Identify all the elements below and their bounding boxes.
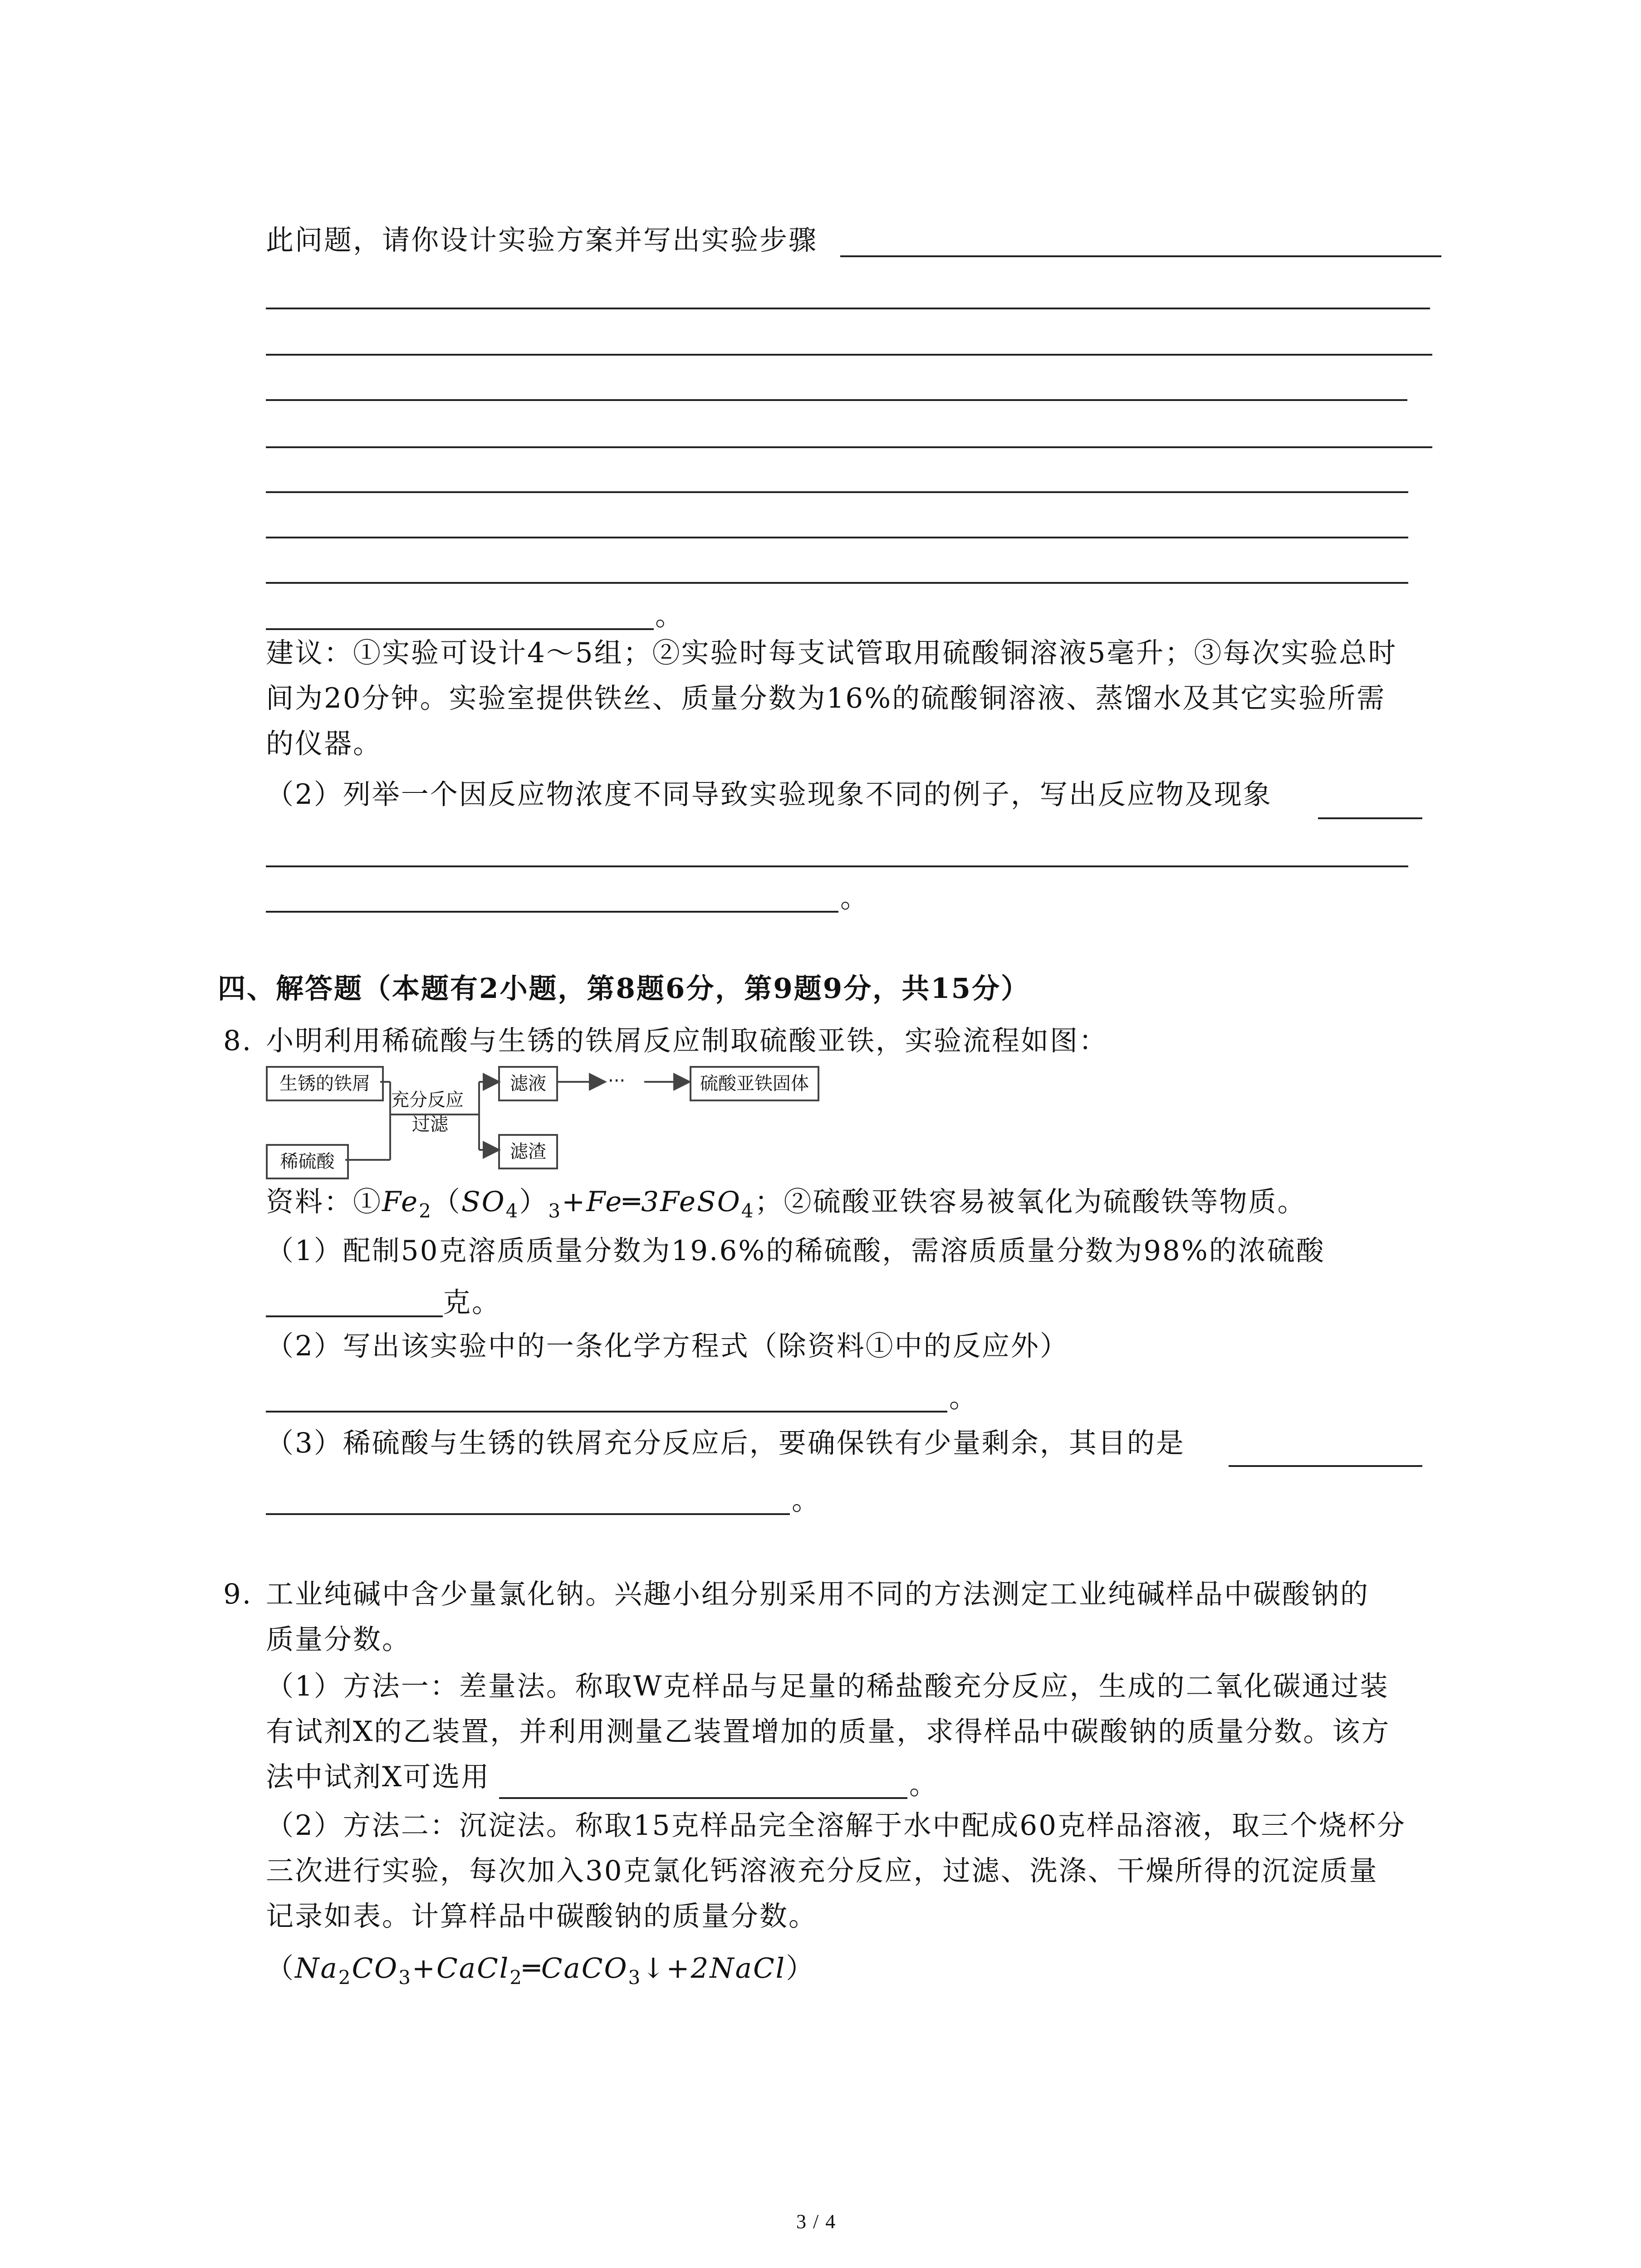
flow-box-residue: 滤渣 xyxy=(498,1134,558,1169)
q9-method2-line-2: 三次进行实验，每次加入30克氯化钙溶液充分反应，过滤、洗涤、干燥所得的沉淀质量 xyxy=(266,1855,1378,1887)
suggestion-line-3: 的仪器。 xyxy=(266,728,382,760)
answer-line xyxy=(266,399,1407,401)
answer-line xyxy=(266,1513,790,1515)
q9-method1-line-1: （1）方法一：差量法。称取W克样品与足量的稀盐酸充分反应，生成的二氧化碳通过装 xyxy=(266,1670,1389,1702)
answer-line xyxy=(266,491,1408,493)
page-number: 3 / 4 xyxy=(796,2210,837,2233)
answer-line xyxy=(266,1411,947,1413)
question-number: 9. xyxy=(223,1578,253,1610)
flow-label-filter: 过滤 xyxy=(412,1114,448,1135)
answer-line xyxy=(840,255,1441,257)
answer-line xyxy=(1229,1465,1422,1467)
flow-box-product: 硫酸亚铁固体 xyxy=(690,1066,819,1101)
q9-stem-line-2: 质量分数。 xyxy=(266,1623,411,1656)
answer-line xyxy=(266,628,654,630)
q8-part1-unit: 克。 xyxy=(443,1286,501,1319)
q9-stem-line-1: 工业纯碱中含少量氯化钠。兴趣小组分别采用不同的方法测定工业纯碱样品中碳酸钠的 xyxy=(266,1578,1370,1610)
period: 。 xyxy=(792,1484,821,1516)
flow-ellipsis: ··· xyxy=(608,1070,626,1091)
answer-line xyxy=(266,537,1408,538)
q8-part2: （2）写出该实验中的一条化学方程式（除资料①中的反应外） xyxy=(266,1330,1069,1362)
q7-intro-text: 此问题，请你设计实验方案并写出实验步骤 xyxy=(266,224,818,256)
q8-material: 资料：$①Fe_2(SO_4)_3+Fe═3FeSO_4$；②硫酸亚铁容易被氧化为硫酸铁等物质。 xyxy=(266,1186,1307,1222)
q9-equation: $(Na_2CO_3+CaCl_2═CaCO_3↓+2NaCl)$ xyxy=(266,1952,815,1989)
flow-box-filtrate: 滤液 xyxy=(498,1066,558,1101)
question-number: 8. xyxy=(223,1025,253,1057)
q7-intro-line xyxy=(266,222,818,259)
q7-part2: （2）列举一个因反应物浓度不同导致实验现象不同的例子，写出反应物及现象 xyxy=(266,778,1272,811)
flow-box-dilute-acid: 稀硫酸 xyxy=(266,1144,349,1179)
period: 。 xyxy=(909,1769,939,1801)
q9-method1-line-3: 法中试剂X可选用 xyxy=(266,1761,490,1793)
flow-label-react: 充分反应 xyxy=(391,1090,464,1110)
q8-part3: （3）稀硫酸与生锈的铁屑充分反应后，要确保铁有少量剩余，其目的是 xyxy=(266,1427,1185,1459)
answer-line xyxy=(266,446,1432,448)
answer-line xyxy=(266,582,1408,584)
suggestion-line-2: 间为20分钟。实验室提供铁丝、质量分数为16%的硫酸铜溶液、蒸馏水及其它实验所需 xyxy=(266,682,1386,714)
answer-line xyxy=(266,1315,443,1317)
period: 。 xyxy=(655,600,685,632)
answer-line xyxy=(499,1797,907,1799)
answer-line xyxy=(266,911,838,913)
q9-method1-line-2: 有试剂X的乙装置，并利用测量乙装置增加的质量，求得样品中碳酸钠的质量分数。该方 xyxy=(266,1716,1391,1748)
q9-method2-line-1: （2）方法二：沉淀法。称取15克样品完全溶解于水中配成60克样品溶液，取三个烧杯分 xyxy=(266,1809,1406,1842)
period: 。 xyxy=(840,882,870,914)
period: 。 xyxy=(949,1382,979,1414)
q8-stem: 小明利用稀硫酸与生锈的铁屑反应制取硫酸亚铁，实验流程如图： xyxy=(266,1025,1108,1057)
section-heading: 四、解答题（本题有2小题，第8题6分，第9题9分，共15分） xyxy=(218,973,1030,1005)
q9-method2-line-3: 记录如表。计算样品中碳酸钠的质量分数。 xyxy=(266,1900,818,1932)
flow-connectors xyxy=(254,1057,844,1193)
answer-line xyxy=(1318,817,1422,819)
suggestion-line-1: 建议：①实验可设计4～5组；②实验时每支试管取用硫酸铜溶液5毫升；③每次实验总时 xyxy=(266,637,1397,669)
answer-line xyxy=(266,308,1430,309)
answer-line xyxy=(266,865,1408,867)
flow-box-rusty-iron: 生锈的铁屑 xyxy=(266,1066,384,1101)
q8-part1: （1）配制50克溶质质量分数为19.6%的稀硫酸，需溶质质量分数为98%的浓硫酸 xyxy=(266,1235,1325,1267)
answer-line xyxy=(266,354,1432,356)
